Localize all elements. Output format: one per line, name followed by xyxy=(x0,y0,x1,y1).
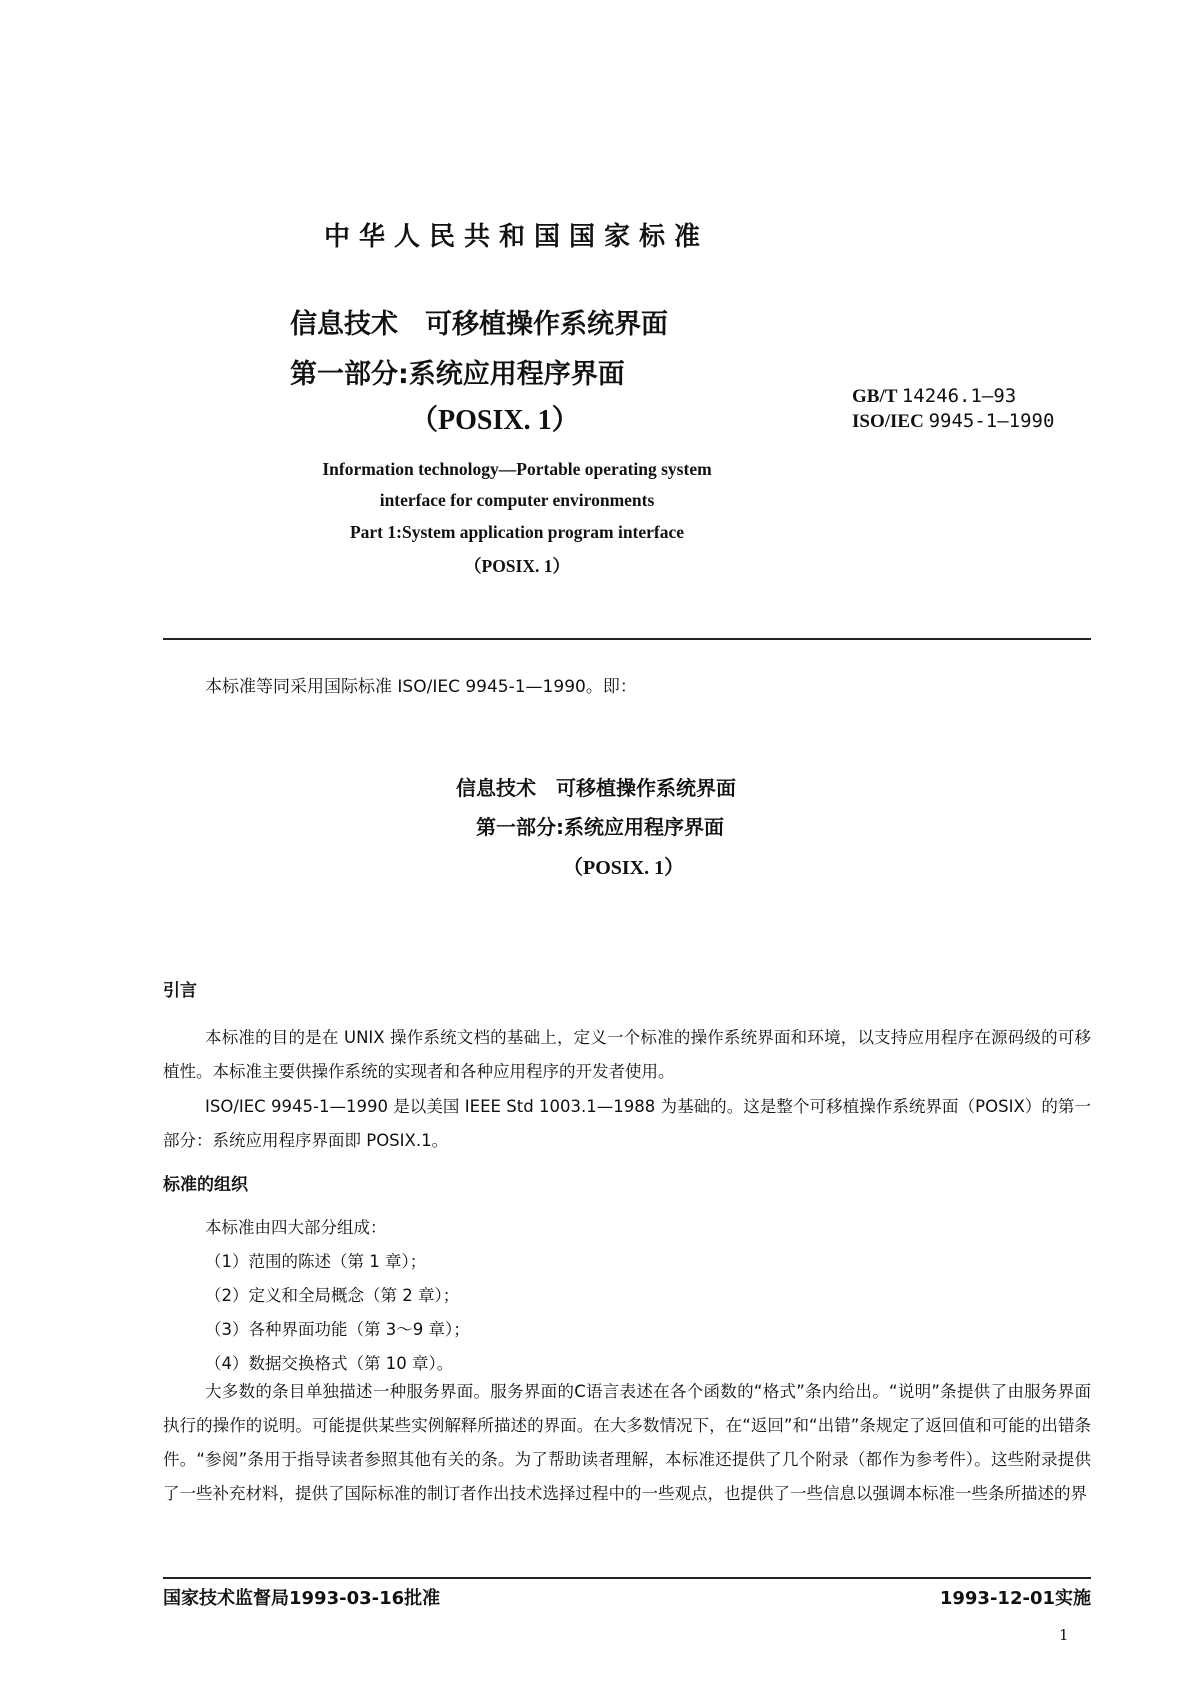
english-title-line-4: （POSIX. 1） xyxy=(464,556,570,576)
title-line-2: 第一部分:系统应用程序界面 xyxy=(290,359,625,390)
organization-paragraph: 大多数的条目单独描述一种服务界面。服务界面的C语言表述在各个函数的“格式”条内给出。“说明”条提供了由服务界面执行的操作的说明。可能提供某些实例解释所描述的界面。在大多数情况下，在“返回”和“出错”条规定了返回值和可能的出错条件。“参阅”条用于指导读者参照其他有关的条。为了帮助读者理解，本标准还提供了几个附录（都作为参考件）。这些附录提供了一些补充材料，提供了国际标准的制订者作出技术选择过程中的一些观点，也提供了一些信息以强调本标准一些条所描述的界 xyxy=(163,1382,1091,1503)
effective-date: 1993-12-01实施 xyxy=(939,1588,1091,1609)
organization-item-1: （1）范围的陈述（第 1 章）； xyxy=(205,1252,427,1271)
subtitle-line-1: 信息技术 可移植操作系统界面 xyxy=(456,776,736,800)
iso-standard-code xyxy=(852,409,1054,434)
intro-paragraph-1: 本标准的目的是在 UNIX 操作系统文档的基础上，定义一个标准的操作系统界面和环境，以支持应用程序在源码级的可移植性。本标准主要供操作系统的实现者和各种应用程序的开发者使用。 xyxy=(163,1028,1091,1081)
subtitle-line-2: 第一部分:系统应用程序界面 xyxy=(476,815,724,839)
gb-code-label: GB/T xyxy=(852,386,898,407)
standard-number-block xyxy=(852,384,1054,434)
approval-date: 国家技术监督局1993-03-16批准 xyxy=(163,1588,441,1609)
organization-heading: 标准的组织 xyxy=(163,1175,248,1195)
iso-code-number: 9945-1—1990 xyxy=(928,410,1055,432)
english-title-line-3: Part 1:System application program interface xyxy=(349,522,685,542)
header-divider xyxy=(163,638,1091,640)
english-title-line-1: Information technology—Portable operating system xyxy=(322,459,712,479)
iso-code-label: ISO/IEC xyxy=(852,411,924,432)
intro-heading: 引言 xyxy=(163,981,197,1001)
title-line-1: 信息技术 可移植操作系统界面 xyxy=(290,309,668,340)
organization-lead: 本标准由四大部分组成： xyxy=(205,1218,387,1237)
page-number: 1 xyxy=(1059,1626,1069,1644)
organization-item-2: （2）定义和全局概念（第 2 章）； xyxy=(205,1286,460,1305)
english-title-line-2: interface for computer environments xyxy=(379,490,655,510)
gb-standard-code xyxy=(852,384,1054,409)
title-line-3: （POSIX. 1） xyxy=(410,405,580,436)
subtitle-line-3: （POSIX. 1） xyxy=(563,857,685,879)
organization-item-4: （4）数据交换格式（第 10 章）。 xyxy=(205,1354,454,1373)
adoption-note: 本标准等同采用国际标准 ISO/IEC 9945-1—1990。即： xyxy=(205,677,637,697)
national-standard-heading: 中华人民共和国国家标准 xyxy=(324,222,710,252)
organization-item-3: （3）各种界面功能（第 3～9 章）； xyxy=(205,1320,470,1339)
intro-paragraph-2: ISO/IEC 9945-1—1990 是以美国 IEEE Std 1003.1—1988 为基础的。这是整个可移植操作系统界面（POSIX）的第一部分：系统应用程序界面即 POSIX.1。 xyxy=(163,1097,1091,1150)
footer-divider xyxy=(163,1577,1091,1579)
gb-code-number: 14246.1—93 xyxy=(901,385,1017,407)
